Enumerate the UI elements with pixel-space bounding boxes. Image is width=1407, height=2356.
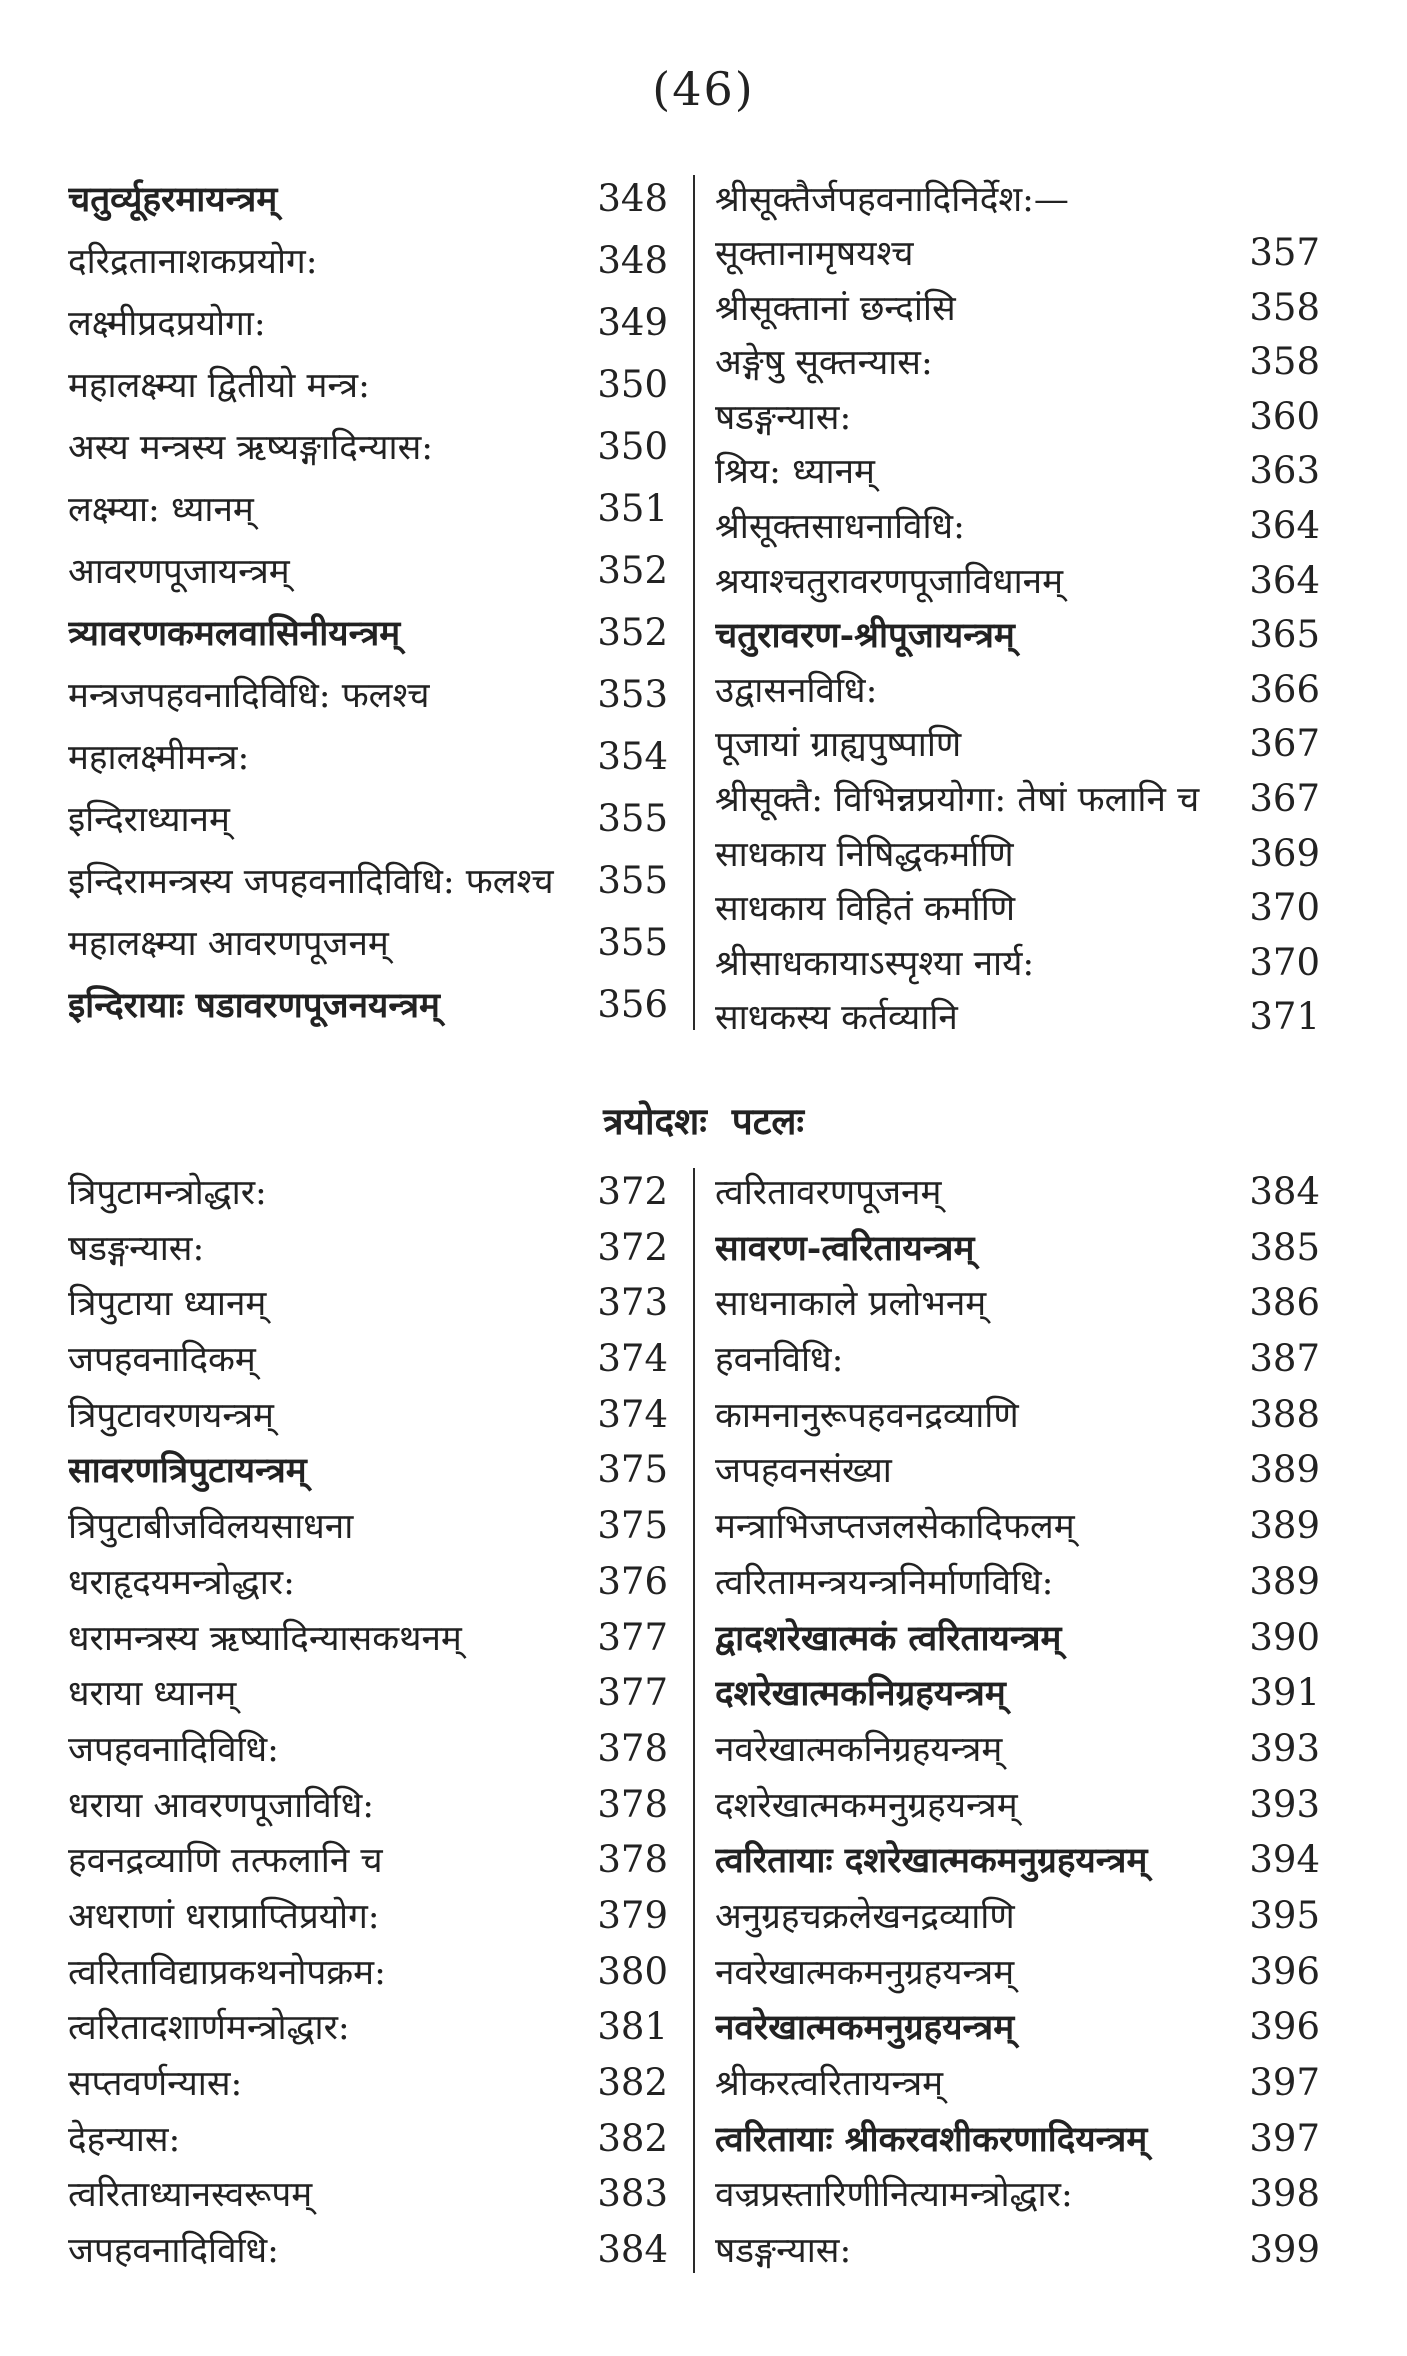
toc-entry-title: धराहृदयमन्त्रोद्धार:: [68, 1562, 295, 1603]
toc-entry-title: सप्तवर्णन्यास:: [68, 2064, 243, 2104]
toc-entry: [715, 1669, 1320, 1725]
toc-entry-page: 396: [1249, 2005, 1320, 2049]
column-divider: [693, 1168, 695, 2273]
toc-entry-page: 371: [1249, 995, 1320, 1039]
toc-entry: [68, 1725, 668, 1781]
toc-entry: [715, 1892, 1320, 1948]
toc-entry: [68, 2170, 668, 2226]
toc-entry-page: 369: [1249, 831, 1320, 875]
toc-entry-title: इन्दिरायाः षडावरणपूजनयन्त्रम्: [68, 985, 440, 1026]
toc-entry-page: 355: [597, 797, 668, 840]
toc-entry-title: धराया ध्यानम्: [68, 1674, 237, 1715]
toc-entry-page: 396: [1249, 1949, 1320, 1993]
toc-entry: [68, 2059, 668, 2115]
toc-entry-title: जपहवनादिविधि:: [68, 1729, 279, 1770]
toc-entry: [715, 229, 1320, 284]
toc-entry: [68, 299, 668, 361]
toc-entry-page: 388: [1249, 1392, 1320, 1436]
toc-section-bottom: [0, 1168, 1407, 2288]
toc-entry-page: 374: [597, 1392, 668, 1436]
toc-column-right-entries: [715, 229, 1320, 1048]
toc-entry-page: 352: [597, 549, 668, 592]
toc-entry-title: आवरणपूजायन्त्रम्: [68, 552, 290, 592]
toc-entry-title: चतुरावरण-श्रीपूजायन्त्रम्: [715, 615, 1015, 657]
toc-entry: [715, 393, 1320, 448]
toc-entry-title: जपहवनादिविधि:: [68, 2231, 279, 2272]
toc-entry-title: इन्दिरामन्त्रस्य जपहवनादिविधि: फलश्च: [68, 862, 554, 902]
toc-entry: [68, 485, 668, 547]
toc-entry-title: त्रिपुटाबीजविलयसाधना: [68, 1507, 354, 1548]
toc-entry-page: 389: [1249, 1448, 1320, 1492]
toc-entry-page: 377: [597, 1615, 668, 1659]
toc-entry-page: 374: [597, 1337, 668, 1381]
page-number: (46): [652, 62, 755, 116]
toc-entry: [68, 1669, 668, 1725]
toc-entry-title: धरामन्त्रस्य ऋष्यादिन्यासकथनम्: [68, 1618, 462, 1659]
toc-entry: [68, 1614, 668, 1670]
toc-subheading: [715, 175, 1320, 229]
toc-entry: [68, 919, 668, 981]
toc-entry-title: त्वरितावरणपूजनम्: [715, 1173, 942, 1213]
toc-entry-page: 381: [597, 2005, 668, 2049]
toc-entry: [715, 1725, 1320, 1781]
toc-entry: [715, 1558, 1320, 1614]
toc-entry-title: सूक्तानामृषयश्च: [715, 234, 914, 274]
toc-entry-title: हवनद्रव्याणि तत्फलानि च: [68, 1841, 383, 1882]
toc-entry-page: 393: [1249, 1726, 1320, 1770]
toc-entry-page: 397: [1249, 2116, 1320, 2160]
toc-entry: [715, 1614, 1320, 1670]
toc-entry: [715, 338, 1320, 393]
toc-entry: [68, 1502, 668, 1558]
toc-column-left: [68, 175, 668, 1043]
toc-entry-page: 373: [597, 1281, 668, 1325]
toc-entry-page: 358: [1249, 285, 1320, 329]
toc-entry-title: महालक्ष्म्या द्वितीयो मन्त्र:: [68, 366, 370, 406]
toc-entry: [715, 1948, 1320, 2004]
toc-entry-page: 379: [597, 1893, 668, 1937]
toc-entry-title: श्रयाश्चतुरावरणपूजाविधानम्: [715, 561, 1064, 602]
toc-entry: [715, 502, 1320, 557]
toc-entry-page: 387: [1249, 1337, 1320, 1381]
toc-entry: [68, 671, 668, 733]
toc-entry-title: श्रीकरत्वरितायन्त्रम्: [715, 2064, 944, 2104]
toc-entry-page: 364: [1249, 503, 1320, 547]
toc-entry: [68, 1168, 668, 1224]
toc-entry: [715, 830, 1320, 885]
toc-entry: [715, 775, 1320, 830]
toc-entry-page: 384: [597, 2228, 668, 2272]
toc-entry: [68, 609, 668, 671]
toc-entry-title: त्वरिताविद्याप्रकथनोपक्रम:: [68, 1952, 386, 1993]
toc-entry-page: 355: [597, 859, 668, 902]
toc-entry-page: 348: [597, 177, 668, 220]
toc-entry-title: नवरेखात्मकनिग्रहयन्त्रम्: [715, 1729, 1003, 1770]
toc-entry: [68, 795, 668, 857]
toc-entry-title: अस्य मन्त्रस्य ऋष्यङ्गादिन्यास:: [68, 428, 434, 468]
toc-entry-page: 389: [1249, 1559, 1320, 1603]
toc-entry: [715, 1836, 1320, 1892]
toc-entry-page: 395: [1249, 1893, 1320, 1937]
toc-entry: [68, 361, 668, 423]
toc-entry-page: 378: [597, 1782, 668, 1826]
toc-entry: [68, 1224, 668, 1280]
toc-entry-page: 360: [1249, 394, 1320, 438]
toc-entry: [68, 423, 668, 485]
toc-entry-title: षडङ्गन्यास:: [68, 1228, 205, 1269]
toc-entry-page: 385: [1249, 1225, 1320, 1269]
toc-entry-page: 391: [1249, 1671, 1320, 1715]
toc-section-top: [0, 175, 1407, 1039]
toc-entry-title: षडङ्गन्यास:: [715, 2231, 852, 2272]
toc-column-right: [715, 1168, 1320, 2282]
toc-entry-page: 389: [1249, 1504, 1320, 1548]
toc-entry-page: 350: [597, 363, 668, 406]
toc-entry-title: दशरेखात्मकमनुग्रहयन्त्रम्: [715, 1785, 1018, 1826]
toc-entry-page: 394: [1249, 1838, 1320, 1882]
toc-entry-title: महालक्ष्मीमन्त्र:: [68, 738, 250, 778]
toc-entry-page: 367: [1249, 722, 1320, 766]
toc-entry: [68, 1558, 668, 1614]
toc-entry: [68, 733, 668, 795]
column-divider: [693, 175, 695, 1030]
toc-entry-title: त्रिपुटावरणयन्त्रम्: [68, 1395, 274, 1436]
toc-entry-title: त्वरिताध्यानस्वरूपम्: [68, 2175, 313, 2216]
toc-entry-title: इन्दिराध्यानम्: [68, 800, 230, 840]
toc-entry-page: 372: [597, 1225, 668, 1269]
toc-entry: [68, 1948, 668, 2004]
toc-entry-title: अङ्गेषु सूक्तन्यास:: [715, 343, 933, 384]
toc-entry-title: कामनानुरूपहवनद्रव्याणि: [715, 1395, 1019, 1436]
toc-entry-title: नवरेखात्मकमनुग्रहयन्त्रम्: [715, 2007, 1015, 2049]
toc-entry-page: 358: [1249, 340, 1320, 384]
toc-entry-page: 370: [1249, 940, 1320, 984]
toc-entry-title: मन्त्राभिजप्तजलसेकादिफलम्: [715, 1507, 1075, 1548]
toc-entry-page: 382: [597, 2061, 668, 2104]
toc-entry-page: 352: [597, 611, 668, 654]
toc-entry-page: 356: [597, 983, 668, 1026]
toc-entry-title: लक्ष्मीप्रदप्रयोगा:: [68, 304, 266, 344]
toc-entry: [68, 1279, 668, 1335]
toc-entry-title: देहन्यास:: [68, 2119, 181, 2160]
toc-entry-title: वज्रप्रस्तारिणीनित्यामन्त्रोद्धार:: [715, 2175, 1073, 2216]
toc-entry: [715, 2170, 1320, 2226]
toc-entry-title: त्वरितामन्त्रयन्त्रनिर्माणविधि:: [715, 1562, 1054, 1603]
toc-entry: [68, 547, 668, 609]
toc-entry: [68, 2115, 668, 2171]
toc-entry-title: जपहवनादिकम्: [68, 1340, 256, 1381]
toc-entry-page: 370: [1249, 886, 1320, 930]
toc-entry-page: 383: [597, 2172, 668, 2216]
toc-entry-page: 375: [597, 1504, 668, 1548]
toc-entry-page: 384: [1249, 1170, 1320, 1213]
toc-entry: [68, 237, 668, 299]
toc-entry: [68, 2003, 668, 2059]
toc-entry: [68, 981, 668, 1043]
toc-entry: [68, 2226, 668, 2282]
toc-entry-page: 353: [597, 673, 668, 716]
toc-entry-page: 375: [597, 1448, 668, 1492]
toc-entry: [715, 1335, 1320, 1391]
toc-entry: [68, 1391, 668, 1447]
toc-entry-title: साधकाय निषिद्धकर्माणि: [715, 834, 1014, 875]
toc-entry: [715, 1168, 1320, 1224]
toc-entry-title: त्वरितादशार्णमन्त्रोद्धार:: [68, 2008, 350, 2049]
toc-entry-title: साधकस्य कर्तव्यानि: [715, 998, 958, 1039]
toc-entry: [715, 884, 1320, 939]
toc-entry-page: 372: [597, 1170, 668, 1213]
toc-entry-title: श्रीसूक्तै: विभिन्नप्रयोगा: तेषां फलानि च: [715, 779, 1200, 820]
toc-entry-title: लक्ष्म्या: ध्यानम्: [68, 490, 254, 530]
toc-entry-page: 355: [597, 921, 668, 964]
toc-entry-title: त्वरितायाः श्रीकरवशीकरणादियन्त्रम्: [715, 2118, 1148, 2160]
toc-entry: [715, 1224, 1320, 1280]
toc-entry-page: 378: [597, 1726, 668, 1770]
toc-entry-title: दरिद्रतानाशकप्रयोग:: [68, 242, 318, 282]
toc-entry-title: श्रीसूक्तसाधनाविधि:: [715, 506, 965, 547]
toc-entry-page: 348: [597, 239, 668, 282]
toc-entry-page: 398: [1249, 2172, 1320, 2216]
toc-entry-page: 350: [597, 425, 668, 468]
toc-entry: [715, 1781, 1320, 1837]
toc-entry-title: श्रिय: ध्यानम्: [715, 452, 875, 493]
toc-entry-title: चतुर्व्यूहरमायन्त्रम्: [68, 179, 278, 220]
toc-entry-title: त्रिपुटामन्त्रोद्धार:: [68, 1173, 267, 1213]
toc-entry-page: 349: [597, 301, 668, 344]
toc-column-left: [68, 1168, 668, 2282]
toc-entry: [68, 1446, 668, 1502]
toc-entry-title: त्रिपुटाया ध्यानम्: [68, 1284, 267, 1325]
toc-entry-title: त्वरितायाः दशरेखात्मकमनुग्रहयन्त्रम्: [715, 1840, 1148, 1882]
toc-entry: [68, 1892, 668, 1948]
toc-entry: [715, 1279, 1320, 1335]
toc-entry-title: षडङ्गन्यास:: [715, 397, 852, 438]
toc-entry-title: अनुग्रहचक्रलेखनद्रव्याणि: [715, 1896, 1015, 1937]
toc-entry: [715, 557, 1320, 612]
toc-entry: [715, 284, 1320, 339]
toc-entry: [715, 2003, 1320, 2059]
toc-entry-page: 363: [1249, 449, 1320, 493]
toc-entry-title: साधनाकाले प्रलोभनम्: [715, 1284, 987, 1325]
toc-entry: [715, 2115, 1320, 2171]
toc-entry-title: श्रीसूक्तानां छन्दांसि: [715, 288, 956, 329]
toc-subheading-title: श्रीसूक्तैर्जपहवनादिनिर्देश:—: [715, 180, 1069, 220]
toc-entry-title: सावरण-त्वरितायन्त्रम्: [715, 1227, 975, 1269]
toc-entry-title: द्वादशरेखात्मकं त्वरितायन्त्रम्: [715, 1617, 1062, 1659]
toc-entry: [715, 447, 1320, 502]
toc-entry-page: 382: [597, 2116, 668, 2160]
toc-entry-page: 364: [1249, 558, 1320, 602]
toc-entry: [715, 993, 1320, 1048]
toc-entry: [715, 1446, 1320, 1502]
toc-entry-page: 397: [1249, 2061, 1320, 2104]
toc-entry: [715, 611, 1320, 666]
toc-entry: [715, 2059, 1320, 2115]
toc-entry: [715, 1502, 1320, 1558]
toc-entry-page: 377: [597, 1671, 668, 1715]
toc-entry-title: हवनविधि:: [715, 1340, 844, 1381]
toc-entry: [715, 1391, 1320, 1447]
toc-column-right: [715, 175, 1320, 1048]
toc-entry: [715, 720, 1320, 775]
toc-entry-title: साधकाय विहितं कर्माणि: [715, 889, 1016, 930]
toc-entry-page: 365: [1249, 613, 1320, 657]
section-heading: त्रयोदशः पटलः: [603, 1099, 804, 1143]
toc-entry: [715, 666, 1320, 721]
toc-entry-title: धराया आवरणपूजाविधि:: [68, 1785, 375, 1826]
toc-entry-page: 399: [1249, 2228, 1320, 2272]
toc-entry-title: जपहवनसंख्या: [715, 1451, 892, 1492]
toc-entry-page: 378: [597, 1838, 668, 1882]
toc-entry-title: मन्त्रजपहवनादिविधि: फलश्च: [68, 676, 430, 716]
toc-entry-title: उद्वासनविधि:: [715, 670, 878, 711]
toc-entry: [68, 1781, 668, 1837]
toc-entry-title: त्र्यावरणकमलवासिनीयन्त्रम्: [68, 613, 401, 654]
toc-entry-page: 386: [1249, 1281, 1320, 1325]
toc-entry-title: दशरेखात्मकनिग्रहयन्त्रम्: [715, 1673, 1006, 1715]
toc-entry-page: 367: [1249, 776, 1320, 820]
toc-entry-page: 393: [1249, 1782, 1320, 1826]
toc-entry-page: 380: [597, 1949, 668, 1993]
toc-entry-page: 357: [1249, 231, 1320, 274]
toc-entry-title: श्रीसाधकायाऽस्पृश्या नार्य:: [715, 943, 1035, 984]
toc-entry: [68, 175, 668, 237]
toc-entry-title: महालक्ष्म्या आवरणपूजनम्: [68, 924, 389, 964]
toc-entry-page: 354: [597, 735, 668, 778]
toc-entry: [715, 2226, 1320, 2282]
toc-entry-page: 366: [1249, 667, 1320, 711]
toc-entry: [68, 1836, 668, 1892]
toc-entry-page: 376: [597, 1559, 668, 1603]
toc-entry: [715, 939, 1320, 994]
toc-entry-title: नवरेखात्मकमनुग्रहयन्त्रम्: [715, 1952, 1015, 1993]
toc-entry-title: सावरणत्रिपुटायन्त्रम्: [68, 1450, 307, 1492]
toc-entry: [68, 857, 668, 919]
toc-entry-title: पूजायां ग्राह्यपुष्पाणि: [715, 725, 962, 766]
toc-entry-title: अधराणां धराप्राप्तिप्रयोग:: [68, 1896, 380, 1937]
toc-entry-page: 390: [1249, 1615, 1320, 1659]
toc-entry: [68, 1335, 668, 1391]
toc-entry-page: 351: [597, 487, 668, 530]
